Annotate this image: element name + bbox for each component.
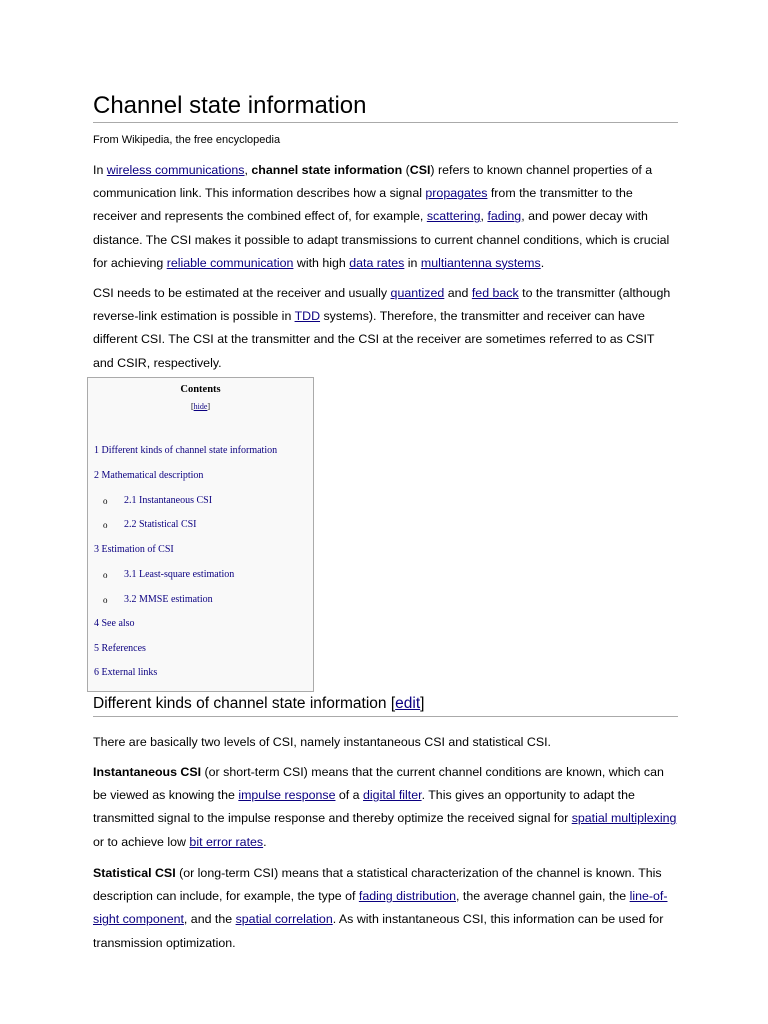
inline-link[interactable]: line-of-sight component <box>93 889 668 927</box>
inline-link[interactable]: bit error rates <box>189 834 264 849</box>
section-edit-link[interactable]: edit <box>395 695 421 712</box>
bold-term: Statistical CSI <box>93 866 176 880</box>
text-run: ) refers to known channel properties of a communication link. This information describes how a signal <box>93 163 653 201</box>
text-run: There are basically two levels of CSI, namely instantaneous CSI and statistical CSI. <box>93 735 551 749</box>
toc-item-3-1[interactable]: 3.1 Least-square estimation <box>124 569 235 580</box>
section-paragraph-1 <box>93 731 678 754</box>
inline-link[interactable]: propagates <box>425 186 488 201</box>
toc-item-3[interactable]: 3 Estimation of CSI <box>94 544 174 555</box>
section-paragraph-3 <box>93 862 678 955</box>
text-run: of a <box>335 788 364 803</box>
text-run: with high <box>293 255 350 270</box>
section-heading-text: Different kinds of channel state information <box>93 695 387 712</box>
toc-item-2-2[interactable]: 2.2 Statistical CSI <box>124 519 197 530</box>
toc-bullet: o <box>103 520 108 530</box>
bold-term: channel state information <box>251 163 403 177</box>
text-run: , the average channel gain, the <box>456 889 630 904</box>
toc-item-6[interactable]: 6 External links <box>94 667 158 678</box>
inline-link[interactable]: multiantenna systems <box>420 255 541 270</box>
toc-title: Contents <box>180 384 221 395</box>
inline-link[interactable]: scattering <box>426 209 481 224</box>
text-run: . <box>540 255 545 270</box>
toc-bullet: o <box>103 496 108 506</box>
text-run: , <box>480 209 488 224</box>
text-run: , <box>244 163 252 177</box>
table-of-contents <box>87 377 314 692</box>
text-run: . <box>263 834 267 849</box>
site-tagline: From Wikipedia, the free encyclopedia <box>93 134 281 146</box>
inline-link[interactable]: fading <box>487 209 522 224</box>
inline-link[interactable]: data rates <box>349 255 405 270</box>
inline-link[interactable]: wireless communications <box>106 163 245 177</box>
inline-link[interactable]: fading distribution <box>358 889 456 904</box>
text-run: or to achieve low <box>93 834 190 849</box>
toc-hide-toggle[interactable]: [hide] <box>190 402 211 411</box>
inline-link[interactable]: digital filter <box>363 788 422 803</box>
toc-item-5[interactable]: 5 References <box>94 643 146 654</box>
text-run: ( <box>402 163 410 177</box>
section-paragraph-2 <box>93 761 678 854</box>
text-run: to the transmitter (although reverse-link estimation is possible in <box>93 286 671 324</box>
section-heading: Different kinds of channel state information [edit] <box>93 692 678 717</box>
text-run: , and power decay with distance. The CSI makes it possible to adapt transmissions to current channel conditions, which is crucial for achieving <box>93 209 670 270</box>
inline-link[interactable]: quantized <box>390 286 445 301</box>
text-run: . As with instantaneous CSI, this information can be used for transmission optimization. <box>93 912 664 950</box>
toc-item-2-1[interactable]: 2.1 Instantaneous CSI <box>124 495 213 506</box>
bold-term: Instantaneous CSI <box>93 765 202 779</box>
page-title: Channel state information <box>93 88 678 123</box>
text-run: systems). Therefore, the transmitter and receiver can have different CSI. The CSI at the transmitter and the CSI at the receiver are sometimes referred to as CSIT and CSIR, respectively. <box>93 309 655 370</box>
inline-link[interactable]: TDD <box>294 309 321 324</box>
inline-link[interactable]: spatial multiplexing <box>571 811 677 826</box>
text-run: CSI needs to be estimated at the receiver and usually <box>93 286 391 301</box>
text-run: , and the <box>183 912 236 927</box>
toc-bullet: o <box>103 595 108 605</box>
text-run: in <box>404 255 421 270</box>
inline-link[interactable]: reliable communication <box>166 255 294 270</box>
text-run: (or short-term CSI) means that the current channel conditions are known, which can be viewed as knowing the <box>93 765 664 803</box>
text-run: from the transmitter to the receiver and represents the combined effect of, for example, <box>93 186 633 224</box>
inline-link[interactable]: spatial correlation <box>235 912 333 927</box>
toc-item-2[interactable]: 2 Mathematical description <box>94 470 204 481</box>
text-run: . This gives an opportunity to adapt the transmitted signal to the impulse response and thereby optimize the received signal for <box>93 788 635 826</box>
bold-term: CSI <box>409 163 431 177</box>
text-run: In <box>93 163 107 177</box>
toc-bullet: o <box>103 570 108 580</box>
inline-link[interactable]: fed back <box>471 286 519 301</box>
text-run: (or long-term CSI) means that a statistical characterization of the channel is known. This description can include, for example, the type of <box>93 866 662 904</box>
intro-paragraph-2 <box>93 282 678 375</box>
article <box>93 88 678 950</box>
toc-item-3-2[interactable]: 3.2 MMSE estimation <box>124 594 213 605</box>
intro-paragraph-1 <box>93 159 678 275</box>
toc-item-4[interactable]: 4 See also <box>94 618 135 629</box>
text-run: and <box>444 286 472 301</box>
toc-item-1[interactable]: 1 Different kinds of channel state information <box>94 445 278 456</box>
toc-hide-link[interactable]: hide <box>193 402 208 411</box>
inline-link[interactable]: impulse response <box>238 788 336 803</box>
